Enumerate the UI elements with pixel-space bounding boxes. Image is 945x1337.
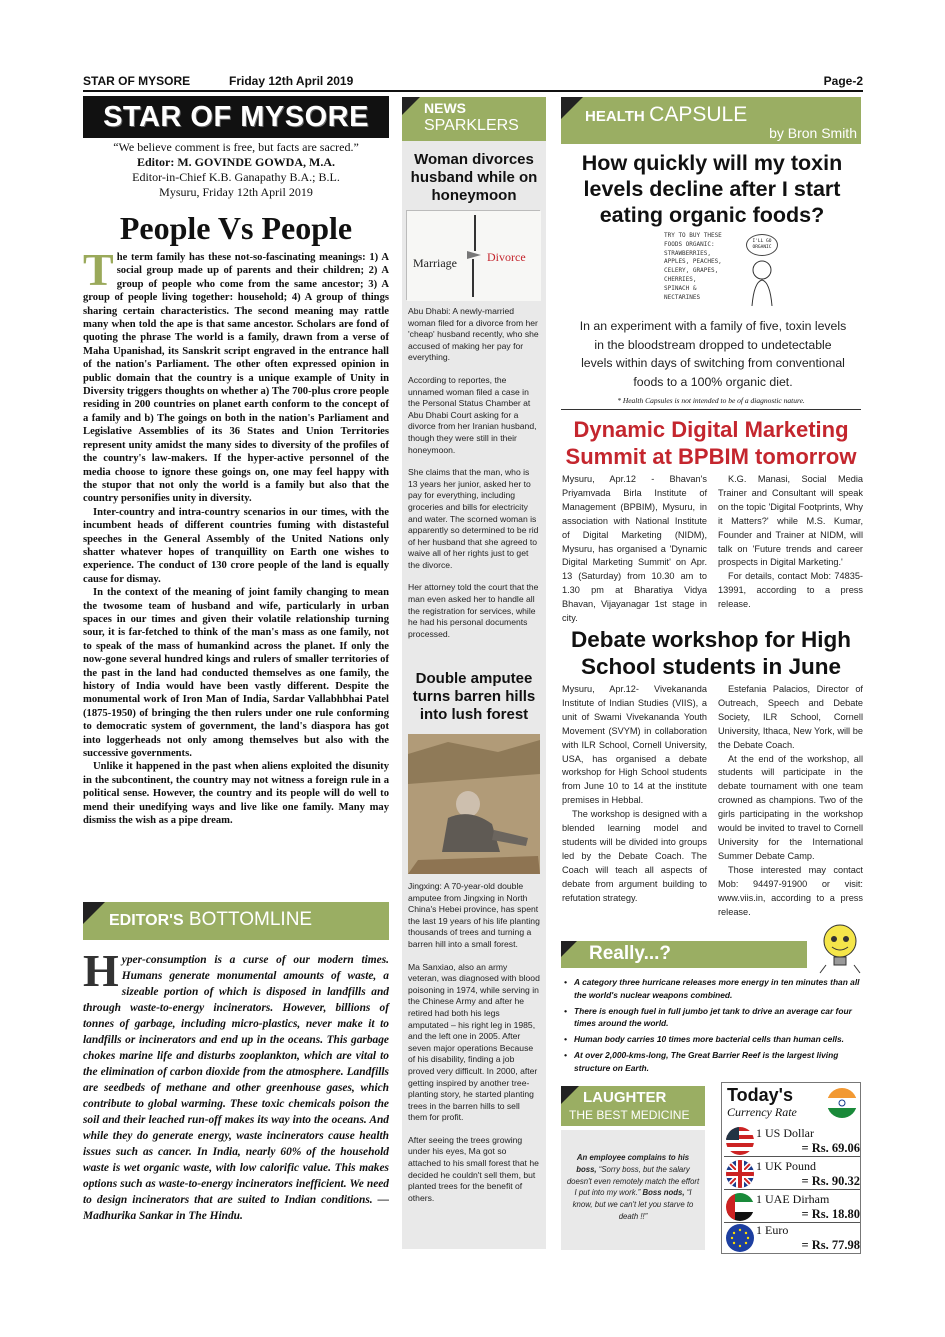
header-date: Friday 12th April 2019 xyxy=(229,74,354,88)
currency-unit: 1 US Dollar xyxy=(756,1126,814,1140)
news-sparklers-header xyxy=(402,97,546,141)
lightbulb-icon xyxy=(816,921,864,975)
bottomline-head-bold: EDITOR'S xyxy=(109,912,184,929)
editorial-dropcap: T xyxy=(83,244,114,295)
corner-decoration xyxy=(83,902,105,924)
bottomline-head-light: BOTTOMLINE xyxy=(188,909,313,930)
list-item: • Human body carries 10 times more bacterial cells than human cells. xyxy=(562,1033,864,1046)
corner-decoration xyxy=(561,1086,579,1104)
currency-row xyxy=(724,1191,860,1223)
masthead-title: STAR OF MYSORE xyxy=(83,96,389,138)
corner-decoration xyxy=(561,97,583,119)
summit-headline: Dynamic Digital Marketing Summit at BPBIM tomorrow xyxy=(565,417,857,469)
really-head: Really...? xyxy=(589,943,672,964)
health-body: In an experiment with a family of five, toxin levels in the bloodstream dropped to undetectable levels within days of switching from conventional foods to a 100% organic diet. xyxy=(579,319,847,389)
currency-title: Today's xyxy=(727,1085,793,1105)
eu-flag-icon xyxy=(726,1224,754,1252)
joke-lead: An employee complains to his boss, xyxy=(576,1153,690,1174)
debate-paragraph: Estefania Palacios, Director of Outreach, Speech and Debate Society, ILR School, Cornell University, Ithaca, New York, will be the Debate Coach. xyxy=(718,684,863,750)
health-byline: by Bron Smith xyxy=(769,125,857,141)
cartoon-note-line: CELERY, GRAPES, xyxy=(664,267,719,275)
story1-paragraph: Her attorney told the court that the man even asked her to handle all the registration for services, while he had his personal documents processed. xyxy=(408,582,539,639)
currency-rate: = Rs. 18.80 xyxy=(801,1207,860,1221)
editor-in-chief-line: Editor-in-Chief K.B. Ganapathy B.A.; B.L. xyxy=(132,170,340,184)
amputee-photo xyxy=(408,734,540,874)
divider xyxy=(561,409,861,410)
debate-paragraph: At the end of the workshop, all students will participate in the debate tournament with one team crowned as champions. Two of the girls participating in the workshop would be invited to travel to Cornell University for the International Summer Debate Camp. xyxy=(718,753,863,861)
health-disclaimer: * Health Capsules is not intended to be of a diagnostic nature. xyxy=(617,396,805,405)
cartoon-note-line: FOODS ORGANIC: xyxy=(664,240,715,248)
us-flag-icon xyxy=(726,1127,754,1155)
debate-paragraph: Those interested may contact Mob: 94497-91900 or visit: www.viis.in, according to a press release. xyxy=(718,864,863,917)
currency-box xyxy=(721,1082,861,1254)
page-number: Page-2 xyxy=(823,74,863,88)
editorial-title: People Vs People xyxy=(119,210,353,246)
svg-text:Marriage: Marriage xyxy=(413,256,457,270)
health-capsule-header xyxy=(561,97,861,144)
health-headline: How quickly will my toxin levels decline after I start eating organic foods? xyxy=(581,151,843,227)
debate-headline: Debate workshop for High School students in June xyxy=(570,627,852,679)
news-head-2: SPARKLERS xyxy=(424,117,519,134)
story1-headline: Woman divorces husband while on honeymoon xyxy=(410,151,538,204)
debate-col2 xyxy=(718,683,863,919)
health-head-bold: HEALTH xyxy=(585,108,645,125)
editorial-body xyxy=(83,244,389,827)
story1-paragraph: According to reportes, the unnamed woman filed a case in the Personal Status Chamber at Abu Dhabi Court asking for a divorce from her Iranian husband, though they were still in their honeymoon. xyxy=(408,374,537,455)
story1-paragraph: She claims that the man, who is 13 years her junior, asked her to pay for everything, including groceries and bills for electricity and water. The scorned woman is apparently so determined to be rid of her husband that she agreed to waive all of her rights just to get the divorce. xyxy=(408,467,539,570)
currency-unit: 1 UK Pound xyxy=(756,1159,817,1173)
debate-paragraph: The workshop is designed with a blended learning model and students will be divided into groups led by the Debate Coach. The Coach will teach all aspects of debate from argument building to refutation strategy. xyxy=(562,809,707,903)
news-head-1: NEWS xyxy=(424,100,466,116)
dateline: Mysuru, Friday 12th April 2019 xyxy=(159,185,313,199)
uae-flag-icon xyxy=(726,1193,754,1221)
summit-paragraph: For details, contact Mob: 74835-13991, according to a press release. xyxy=(718,571,863,610)
story2-body xyxy=(408,881,540,1204)
list-item: • There is enough fuel in full jumbo jet tank to drive an average car four times around the world. xyxy=(562,1005,864,1031)
joke-boss: Boss nods, xyxy=(642,1188,685,1198)
summit-col1: Mysuru, Apr.12 - Bhavan's Priyamvada Birla Institute of Management (BPBIM), Mysuru, in association with National Institute of Digital Marketing (NIDM), Mysuru, has organised a 'Dynamic Digital Marketing Summit' on Apr. 13 (Saturday) from 10.30 am to 1.30 pm at Bharatiya Vidya Bhavan, Vijayanagar 1st stage in city. xyxy=(562,474,707,624)
joke-answer: “I know, but we can't let you starve to death !!” xyxy=(572,1188,694,1221)
laughter-head-1: LAUGHTER xyxy=(583,1089,667,1106)
currency-subtitle: Currency Rate xyxy=(727,1105,797,1119)
bottomline-text: yper-consumption is a curse of our modern times. Humans generate monumental amounts of waste, a sizeable portion of which is disposed in landfills and through waste-to-energy incinerators. However, billions of tonnes of garbage, including micro-plastics, never make it to landfills or incinerators and end up in the oceans. This garbage chokes marine life and disturbs zooplankton, which are vital to the elimination of carbon dioxide from the atmosphere. Landfills are seedbeds of methane and other greenhouse gases, which contribute to global warming. These toxic chemicals poison the soil and their leached run-off makes its way into the oceans. And while they do generate energy, waste incinerators cause health issues such as cancer. In India, nearly 60% of the household waste is wet organic waste, with low calorific value. This makes options such as waste-to-energy incinerators inefficient. We need to design incinerators that are suited to Indian conditions. — Madhurika Sankar in The Hindu. xyxy=(83,954,389,1222)
story2-paragraph: Ma Sanxiao, also an army veteran, was diagnosed with blood poisoning in 1974, while serving in the Chinese Army and after he retired had both his legs amputated – his right leg in 1985, and the left one in 2005. After seven major operations Because of his disability, finding a job proved very difficult. In 2000, after getting inspired by another tree-planting story, he started planting trees in the barren hills to sell them for profit. xyxy=(408,961,540,1123)
masthead-info xyxy=(83,140,389,200)
india-flag-icon xyxy=(826,1087,858,1119)
bottomline-header xyxy=(83,902,389,940)
motto: “We believe comment is free, but facts are sacred.” xyxy=(113,140,359,154)
joke-text xyxy=(566,1152,700,1223)
bottomline-body xyxy=(83,945,389,1224)
health-cartoon xyxy=(664,232,780,308)
paper-name: STAR OF MYSORE xyxy=(83,74,191,88)
svg-text:Divorce: Divorce xyxy=(487,250,526,264)
list-item: • A category three hurricane releases more energy in ten minutes than all the world's nuclear weapons combined. xyxy=(562,976,864,1002)
debate-col1 xyxy=(562,683,707,906)
bottomline-dropcap: H xyxy=(83,945,119,996)
cartoon-note-line: NECTARINES xyxy=(664,293,701,301)
marriage-divorce-image xyxy=(406,210,540,300)
cartoon-speech-bubble: I'LL GO ORGANIC xyxy=(746,234,778,256)
story2-paragraph: Jingxing: A 70-year-old double amputee from Jingxing in North China's Hebei province, has spent the last 19 years of his life planting thousands of trees and turning a barren hill into a small forest. xyxy=(408,881,540,949)
story2-headline: Double amputee turns barren hills into lush forest xyxy=(412,670,536,723)
cartoon-note-line: SPINACH & xyxy=(664,284,697,292)
page-header xyxy=(83,72,863,92)
currency-rate: = Rs. 69.06 xyxy=(801,1141,860,1155)
really-list xyxy=(562,976,864,1078)
story1-paragraph: Abu Dhabi: A newly-married woman filed for a divorce from her 'cheap' husband recently, who she accused of making her pay for everything. xyxy=(408,306,539,363)
editor-line: Editor: M. GOVINDE GOWDA, M.A. xyxy=(137,155,335,169)
currency-row xyxy=(724,1125,860,1157)
health-head-light: CAPSULE xyxy=(649,103,748,126)
editorial-paragraph: Unlike it happened in the past when aliens exploited the disunity in the subcontinent, the country may not witness a foreign rule in a political sense. However, the country and its people will do well to mend their unedifying ways and live like one family. Many may dismiss the wish as a pipe dream. xyxy=(83,761,389,827)
joke-question: “Sorry boss, but the salary doesn't even remotely match the effort I put into my work.” xyxy=(566,1164,700,1198)
cartoon-note-line: STRAWBERRIES, xyxy=(664,249,711,257)
editorial-paragraph: Inter-country and intra-country scenarios in our times, with the incumbent heads of different countries fuming with distasteful speeches in the General Assembly of the United Nations only shatter whatever hopes of tranquillity on Earth one wishes to experience. The conduct of 130 crore people of the land is equally cause for dismay. xyxy=(83,506,389,585)
editorial-paragraph: In the context of the meaning of joint family changing to mean the twosome team of husband and wife, particularly in urban spaces in our times and given their volatile relationship turning sour, it is far-fetched to think of the man's mass as one family, not to speak of the mass of humankind across the planet. If only the now-gone several hundred kings and rulers of smaller territories of the past in the land had conducted themselves as one family, the history of India would have been vastly different. Despite the monumental work of Iron Man of India, Sardar Vallabhbhai Patel (1875-1950) of bringing the then rulers under one rule conforming to democratic system of government, the land's diaspora has got into loggerheads not only among themselves but also with the successive governments. xyxy=(83,587,389,760)
debate-paragraph: Mysuru, Apr.12- Vivekananda Institute of Indian Studies (VIIS), a unit of Swami Vivekananda Youth Movement (SVYM) in collaboration with ILR School, Cornell University, USA, has organised a debate workshop for High School students from June 10 to 14 at the institute premises in Hebbal. xyxy=(562,684,707,806)
editorial-paragraph: he term family has these not-so-fascinating meanings: 1) A social group made up of parents and their children; 2) A group of people who come from the same ancestor; 3) A group of people living together: household; 4) A group of things sharing certain characteristics. The second meaning may rattle many when told the ape is that same ancestor. Scholars are fond of quoting the phrase The world is a family, drawn from a verse of Maha Upanishad, its Sanskrit script engraved in the entrance hall of the nation's Parliament. The other often expressed opinion in public domain that the country is a unique example of Unity in Diversity triggers thoughts on whether a) The 700-plus crore people residing in 200 countries on planet earth conform to the concept of a family and b) The goings on both in the nation's Parliament and Legislative Assemblies of its 36 States and Union Territories represent unity amidst the many sides to diversity of the profiles of the country's law-makers. If the hyper-active personnel of the media choose to ignore these goings on, one may feel happy with the stupor that not only the world is a family but also that the country personifies unity in diversity. xyxy=(83,252,389,505)
corner-decoration xyxy=(561,941,577,957)
laughter-header xyxy=(561,1086,705,1126)
cartoon-note-line: TRY TO BUY THESE xyxy=(664,232,722,239)
cartoon-note-line: CHERRIES, xyxy=(664,275,697,283)
currency-unit: 1 Euro xyxy=(756,1223,789,1237)
laughter-head-2: THE BEST MEDICINE xyxy=(569,1108,690,1122)
list-item: • At over 2,000-kms-long, The Great Barrier Reef is the largest living structure on Earth. xyxy=(562,1049,864,1075)
currency-row xyxy=(724,1158,860,1190)
story1-body xyxy=(408,306,540,640)
summit-col2 xyxy=(718,473,863,612)
cartoon-note-line: APPLES, PEACHES, xyxy=(664,258,722,266)
uk-flag-icon xyxy=(726,1160,754,1188)
currency-unit: 1 UAE Dirham xyxy=(756,1192,830,1206)
currency-rate: = Rs. 90.32 xyxy=(801,1174,860,1188)
really-header xyxy=(561,941,807,968)
currency-row xyxy=(724,1222,860,1254)
summit-paragraph: K.G. Manasi, Social Media Trainer and Consultant will speak on the topic 'Digital Footprints, Why it Matters?' while M.S. Kumar, Founder and Trainer at NIDM, will talk on 'Future trends and career prospects in Digital Marketing.' xyxy=(718,474,863,568)
currency-rate: = Rs. 77.98 xyxy=(801,1238,860,1252)
corner-decoration xyxy=(402,97,420,115)
story2-paragraph: After seeing the trees growing under his eyes, Ma got so attached to his small forest that he decided he couldn't sell them, but planted trees for the benefit of others. xyxy=(408,1134,539,1203)
